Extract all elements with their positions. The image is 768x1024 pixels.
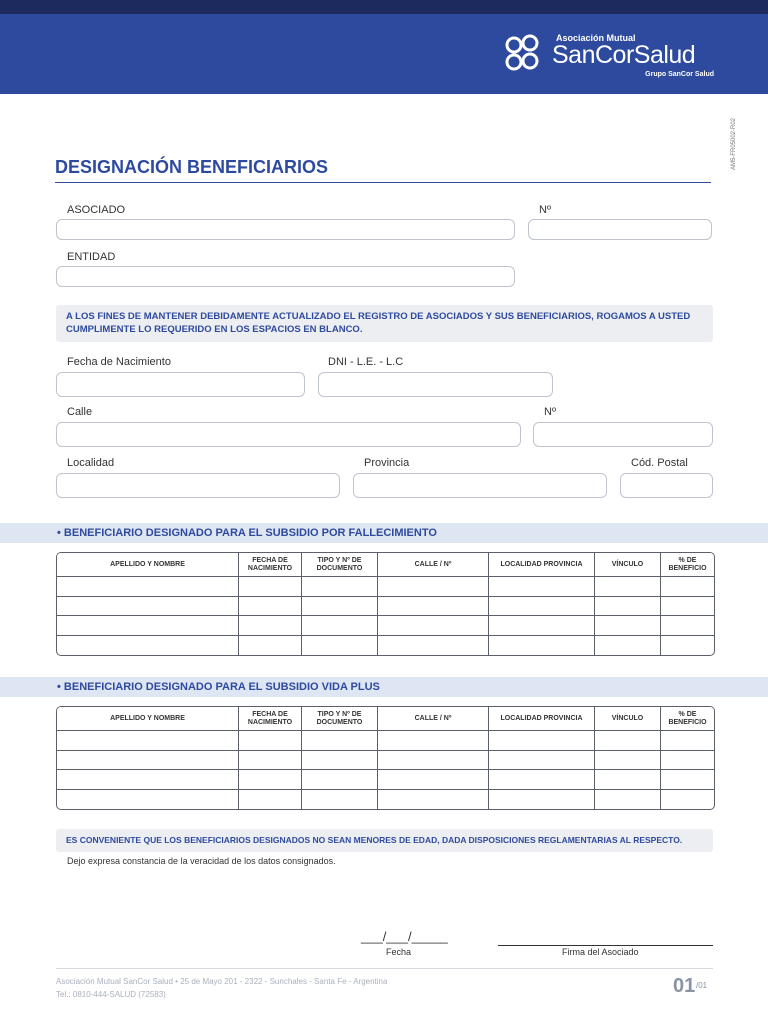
brand-top-text: Asociación Mutual — [556, 33, 636, 43]
col-porcentaje-beneficio: % DE BENEFICIO — [661, 553, 714, 577]
table-cell[interactable] — [489, 577, 595, 597]
table-cell[interactable] — [57, 597, 239, 617]
table-cell[interactable] — [661, 731, 714, 751]
table-cell[interactable] — [595, 636, 661, 656]
firma-label: Firma del Asociado — [562, 947, 639, 957]
table-cell[interactable] — [595, 790, 661, 810]
constancia-text: Dejo expresa constancia de la veracidad de los datos consignados. — [67, 856, 336, 866]
header-banner — [0, 14, 768, 94]
table-cell[interactable] — [302, 636, 378, 656]
table-cell[interactable] — [302, 597, 378, 617]
col-porcentaje-beneficio: % DE BENEFICIO — [661, 707, 714, 731]
cod-postal-field[interactable] — [620, 473, 713, 498]
localidad-label: Localidad — [67, 457, 115, 469]
col-tipo-documento: TIPO Y Nº DE DOCUMENTO — [302, 553, 378, 577]
table-cell[interactable] — [661, 790, 714, 810]
cod-postal-label: Cód. Postal — [631, 457, 688, 469]
table-cell[interactable] — [489, 770, 595, 790]
dni-field[interactable] — [318, 372, 553, 397]
brand-bottom-text: Grupo SanCor Salud — [645, 71, 714, 78]
table-cell[interactable] — [239, 751, 302, 771]
title-divider — [55, 182, 711, 183]
minors-notice: ES CONVENIENTE QUE LOS BENEFICIARIOS DESIGNADOS NO SEAN MENORES DE EDAD, DADA DISPOSICIONES REGLAMENTARIAS AL RESPECTO. — [56, 829, 713, 852]
table-cell[interactable] — [489, 636, 595, 656]
col-fecha-nacimiento: FECHA DE NACIMIENTO — [239, 553, 302, 577]
entidad-label: ENTIDAD — [67, 251, 116, 263]
calle-field[interactable] — [56, 422, 521, 447]
table-row — [57, 790, 714, 810]
table-cell[interactable] — [57, 616, 239, 636]
table-cell[interactable] — [595, 751, 661, 771]
table-cell[interactable] — [302, 577, 378, 597]
footer-address: Asociación Mutual SanCor Salud • 25 de Mayo 201 - 2322 - Sunchales - Santa Fe - Argentina — [56, 977, 388, 986]
fallecimiento-table — [56, 552, 715, 656]
table-cell[interactable] — [57, 790, 239, 810]
table-cell[interactable] — [378, 616, 489, 636]
vida-plus-table — [56, 706, 715, 810]
section-fallecimiento-band — [0, 523, 768, 543]
localidad-field[interactable] — [56, 473, 340, 498]
table-cell[interactable] — [378, 636, 489, 656]
table-cell[interactable] — [57, 731, 239, 751]
col-tipo-documento: TIPO Y Nº DE DOCUMENTO — [302, 707, 378, 731]
col-apellido-nombre: APELLIDO Y NOMBRE — [57, 553, 239, 577]
col-vinculo: VÍNCULO — [595, 553, 661, 577]
table-cell[interactable] — [489, 751, 595, 771]
calle-numero-label: Nº — [544, 406, 556, 418]
table-cell[interactable] — [239, 636, 302, 656]
asociado-label: ASOCIADO — [67, 204, 126, 216]
col-calle: CALLE / Nº — [378, 553, 489, 577]
table-cell[interactable] — [57, 636, 239, 656]
table-cell[interactable] — [489, 616, 595, 636]
dni-label: DNI - L.E. - L.C — [328, 356, 404, 368]
table-cell[interactable] — [239, 616, 302, 636]
table-row — [57, 731, 714, 751]
table-row — [57, 597, 714, 617]
footer-phone: Tel.: 0810-444-SALUD (72583) — [56, 990, 166, 999]
sancor-logo-icon — [502, 34, 550, 78]
table-cell[interactable] — [595, 731, 661, 751]
table-cell[interactable] — [595, 597, 661, 617]
brand-logo — [502, 32, 714, 80]
calle-numero-field[interactable] — [533, 422, 713, 447]
table-cell[interactable] — [378, 597, 489, 617]
update-notice: A LOS FINES DE MANTENER DEBIDAMENTE ACTUALIZADO EL REGISTRO DE ASOCIADOS Y SUS BENEFICIARIOS, ROGAMOS A USTED CUMPLIMENTE LO REQUERIDO EN LOS ESPACIOS EN BLANCO. — [56, 305, 713, 342]
table-cell[interactable] — [661, 597, 714, 617]
table-cell[interactable] — [302, 770, 378, 790]
provincia-label: Provincia — [364, 457, 410, 469]
provincia-field[interactable] — [353, 473, 607, 498]
table-cell[interactable] — [661, 577, 714, 597]
footer-divider — [56, 968, 713, 969]
table-row — [57, 636, 714, 656]
table-cell[interactable] — [57, 577, 239, 597]
table-cell[interactable] — [489, 790, 595, 810]
table-row — [57, 616, 714, 636]
table-cell[interactable] — [595, 577, 661, 597]
col-apellido-nombre: APELLIDO Y NOMBRE — [57, 707, 239, 731]
fecha-nacimiento-label: Fecha de Nacimiento — [67, 356, 171, 368]
table-cell[interactable] — [302, 751, 378, 771]
table-cell[interactable] — [489, 731, 595, 751]
table-cell[interactable] — [595, 616, 661, 636]
asociado-numero-field[interactable] — [528, 219, 712, 240]
table-cell[interactable] — [378, 770, 489, 790]
brand-name: SanCorSalud — [552, 41, 696, 69]
table-cell[interactable] — [239, 597, 302, 617]
table-cell[interactable] — [661, 636, 714, 656]
table-cell[interactable] — [661, 770, 714, 790]
col-calle: CALLE / Nº — [378, 707, 489, 731]
table-cell[interactable] — [302, 616, 378, 636]
table-cell[interactable] — [489, 597, 595, 617]
form-code: AM5-FR05002-R02 — [731, 117, 737, 170]
table-cell[interactable] — [378, 731, 489, 751]
table-header-row — [57, 707, 714, 731]
table-row — [57, 577, 714, 597]
section-vida-plus-band — [0, 677, 768, 697]
section-vida-plus-title: • BENEFICIARIO DESIGNADO PARA EL SUBSIDIO VIDA PLUS — [57, 681, 380, 693]
table-cell[interactable] — [661, 616, 714, 636]
page-number: 01 — [673, 975, 696, 997]
table-row — [57, 770, 714, 790]
table-cell[interactable] — [239, 770, 302, 790]
entidad-field[interactable] — [56, 266, 515, 287]
table-cell[interactable] — [57, 770, 239, 790]
table-cell[interactable] — [239, 577, 302, 597]
table-cell[interactable] — [302, 731, 378, 751]
col-localidad-provincia: LOCALIDAD PROVINCIA — [489, 553, 595, 577]
col-localidad-provincia: LOCALIDAD PROVINCIA — [489, 707, 595, 731]
table-cell[interactable] — [302, 790, 378, 810]
section-fallecimiento-title: • BENEFICIARIO DESIGNADO PARA EL SUBSIDIO POR FALLECIMIENTO — [57, 527, 437, 539]
page-total: /01 — [696, 981, 708, 990]
table-header-row — [57, 553, 714, 577]
fecha-nacimiento-field[interactable] — [56, 372, 305, 397]
asociado-numero-label: Nº — [539, 204, 551, 216]
table-cell[interactable] — [378, 577, 489, 597]
col-vinculo: VÍNCULO — [595, 707, 661, 731]
signature-line[interactable] — [498, 945, 713, 946]
table-row — [57, 751, 714, 771]
table-cell[interactable] — [595, 770, 661, 790]
fecha-label: Fecha — [386, 947, 412, 957]
date-field[interactable]: ___/___/_____ — [361, 929, 448, 944]
top-strip — [0, 0, 768, 14]
col-fecha-nacimiento: FECHA DE NACIMIENTO — [239, 707, 302, 731]
table-cell[interactable] — [378, 751, 489, 771]
table-cell[interactable] — [661, 751, 714, 771]
page-title: DESIGNACIÓN BENEFICIARIOS — [55, 157, 329, 177]
asociado-field[interactable] — [56, 219, 515, 240]
table-cell[interactable] — [239, 731, 302, 751]
table-cell[interactable] — [57, 751, 239, 771]
calle-label: Calle — [67, 406, 93, 418]
table-cell[interactable] — [239, 790, 302, 810]
table-cell[interactable] — [378, 790, 489, 810]
